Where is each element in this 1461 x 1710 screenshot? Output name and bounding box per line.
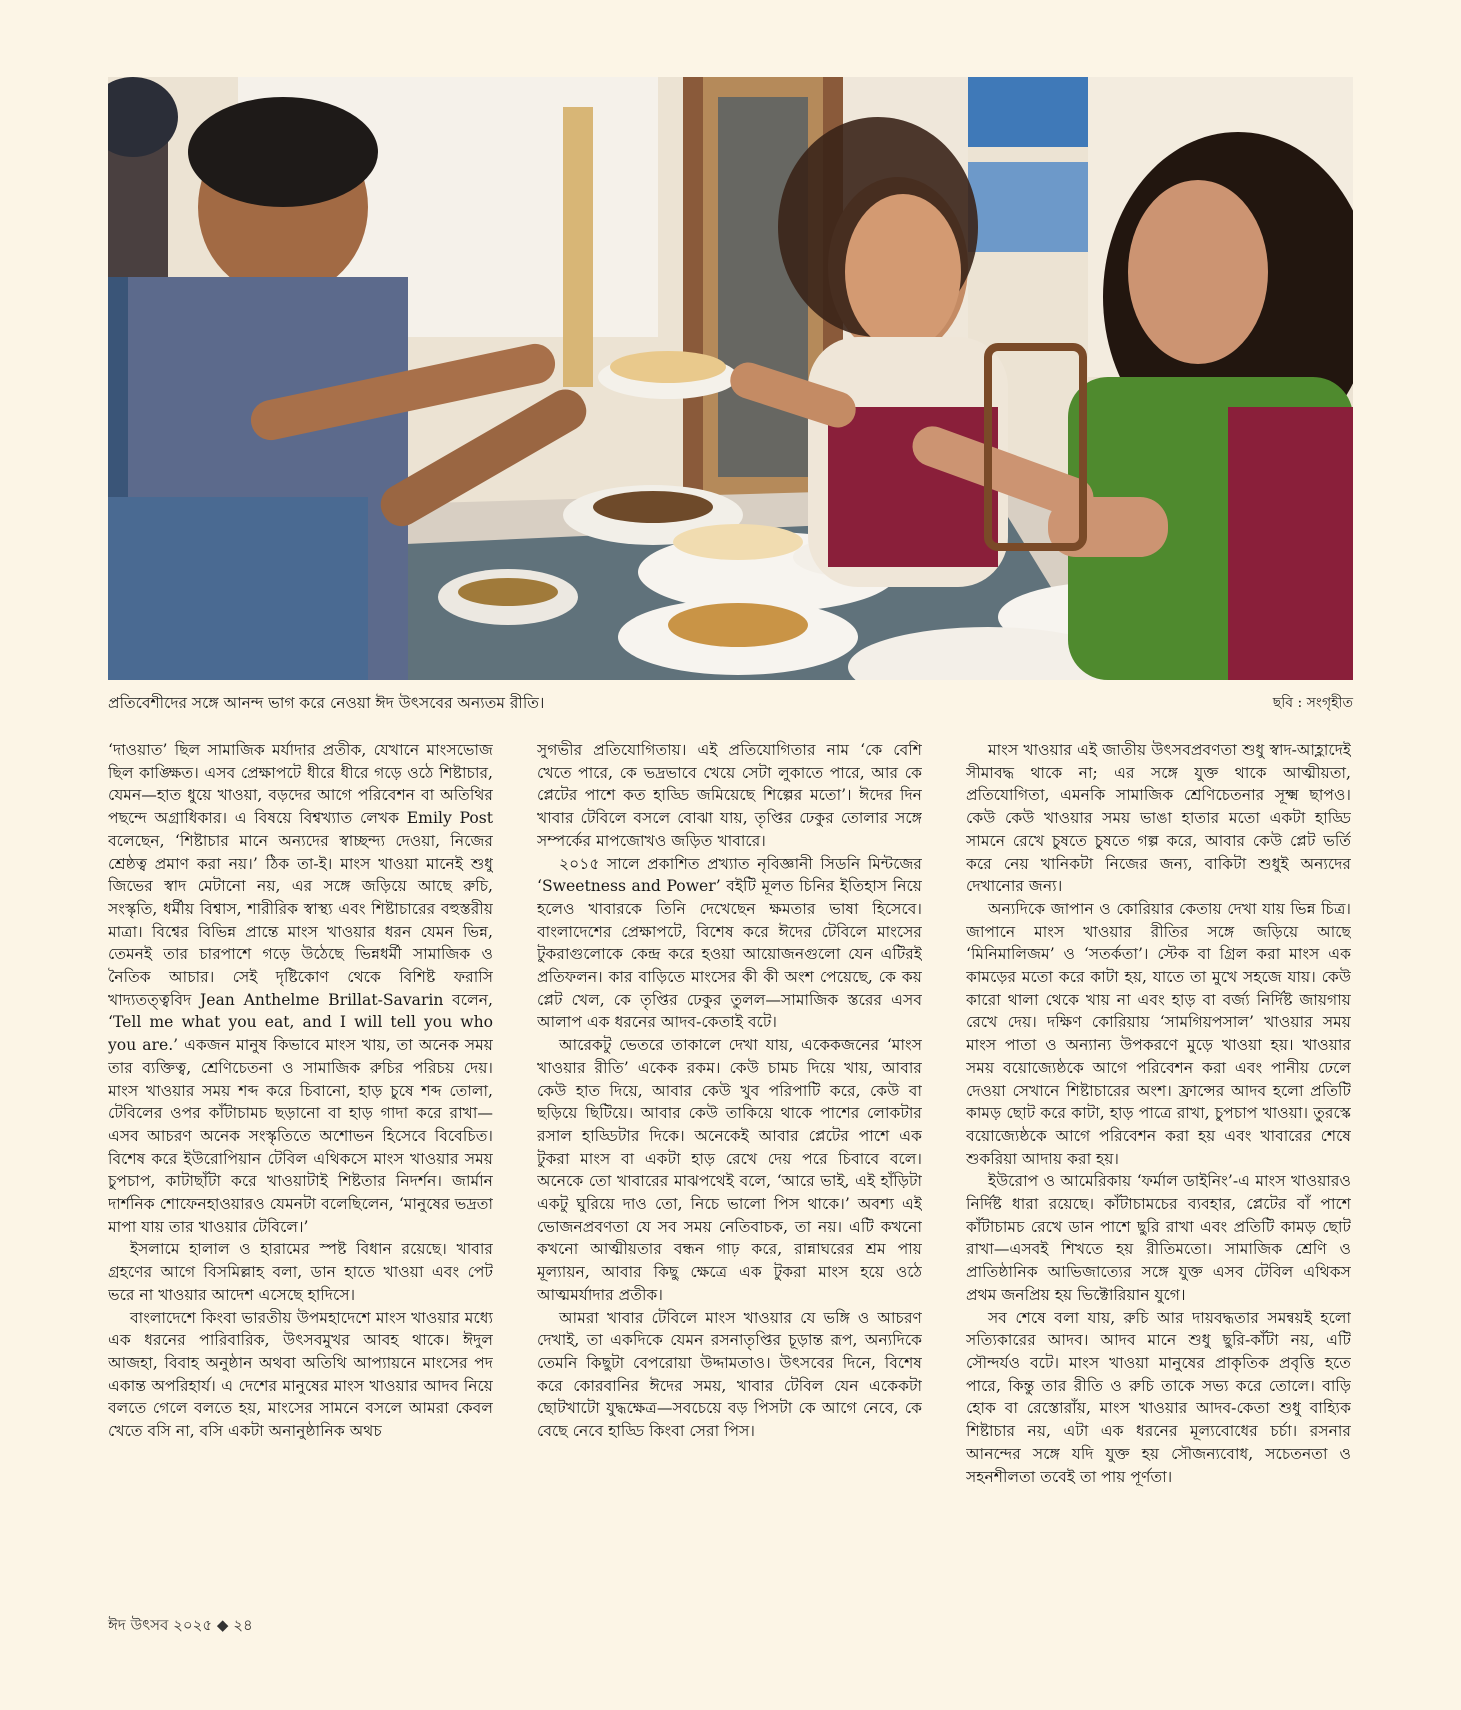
photo-caption-row xyxy=(108,690,1353,716)
paragraph: সব শেষে বলা যায়, রুচি আর দায়বদ্ধতার সমন্বয়ই হলো সত্যিকারের আদব। আদব মানে শুধু ছুরি-কাঁটা নয়, এটি সৌন্দর্যও বটে। মাংস খাওয়া মানুষের প্রাকৃতিক প্রবৃত্তি হতে পারে, কিন্তু তার রীতি ও রুচি তাকে সভ্য করে তোলে। বাড়ি হোক বা রেস্তোরাঁয়, মাংস খাওয়ার আদব-কেতা শুধু বাহ্যিক শিষ্টাচার নয়, এটা এক ধরনের মূল্যবোধের চর্চা। রসনার আনন্দের সঙ্গে যদি যুক্ত হয় সৌজন্যবোধ, সচেতনতা ও সহনশীলতা তবেই তা পায় পূর্ণতা। xyxy=(966,1308,1351,1486)
article-column-3 xyxy=(966,739,1351,1611)
paragraph: সুগভীর প্রতিযোগিতায়। এই প্রতিযোগিতার নাম ‘কে বেশি খেতে পারে, কে ভদ্রভাবে খেয়ে সেটা লুকাতে পারে, আর কে প্লেটের পাশে কত হাড্ডি জমিয়েছে শিল্পের মতো’। ঈদের দিন খাবার টেবিলে বসলে বোঝা যায়, তৃপ্তির ঢেকুর তোলার সঙ্গে সম্পর্কের মাপজোখও জড়িত খাবারে। xyxy=(537,741,922,850)
photo-credit: ছবি : সংগৃহীত xyxy=(1272,695,1353,711)
paragraph: আরেকটু ভেতরে তাকালে দেখা যায়, একেকজনের ‘মাংস খাওয়ার রীতি’ একেক রকম। কেউ চামচ দিয়ে খায়, আবার কেউ হাত দিয়ে, আবার কেউ খুব পরিপাটি করে, কেউ বা ছড়িয়ে ছিটিয়ে। আবার কেউ তাকিয়ে থাকে পাশের লোকটার রসাল হাড্ডিটার দিকে। অনেকেই আবার প্লেটের পাশে এক টুকরা মাংস বা একটা হাড় রেখে দেয় পরে চিবাবে বলে। অনেকে তো খাবারের মাঝপথেই বলে, ‘আরে ভাই, এই হাঁড়িটা একটু ঘুরিয়ে দাও তো, নিচে ভালো পিস থাকে।’ অবশ্য এই ভোজনপ্রবণতা যে সব সময় নেতিবাচক, তা নয়। এটি কখনো কখনো আত্মীয়তার বন্ধন গাঢ় করে, রান্নাঘরের শ্রম পায় মূল্যায়ন, আবার কিছু ক্ষেত্রে এক টুকরা মাংস হয়ে ওঠে আত্মমর্যাদার প্রতীক। xyxy=(537,1036,922,1304)
article-column-2 xyxy=(537,739,922,1611)
paragraph: ইউরোপ ও আমেরিকায় ‘ফর্মাল ডাইনিং’-এ মাংস খাওয়ারও নির্দিষ্ট ধারা রয়েছে। কাঁটাচামচের ব্যবহার, প্লেটের বাঁ পাশে কাঁটাচামচ রেখে ডান পাশে ছুরি রাখা এবং প্রতিটি কামড় ছোট রাখা—এসবই শিখতে হয় রীতিমতো। সামাজিক শ্রেণি ও প্রাতিষ্ঠানিক আভিজাত্যের সঙ্গে যুক্ত এসব টেবিল এথিকস প্রথম জনপ্রিয় হয় ভিক্টোরিয়ান যুগে। xyxy=(966,1172,1351,1304)
article-column-1 xyxy=(108,739,493,1611)
paragraph: ইসলামে হালাল ও হারামের স্পষ্ট বিধান রয়েছে। খাবার গ্রহণের আগে বিসমিল্লাহ বলা, ডান হাতে খাওয়া এবং পেট ভরে না খাওয়ার আদেশ এসেছে হাদিসে। xyxy=(108,1240,493,1304)
page-footer: ঈদ উৎসব ২০২৫ ◆ ২৪ xyxy=(108,1616,253,1634)
hero-photo xyxy=(108,77,1353,680)
paragraph: অন্যদিকে জাপান ও কোরিয়ার কেতায় দেখা যায় ভিন্ন চিত্র। জাপানে মাংস খাওয়ার রীতির সঙ্গে জড়িয়ে আছে ‘মিনিমালিজম’ ও ‘সতর্কতা’। স্টেক বা গ্রিল করা মাংস এক কামড়ের মতো করে কাটা হয়, যাতে তা মুখে সহজে যায়। কেউ কারো থালা থেকে খায় না এবং হাড় বা বর্জ্য নির্দিষ্ট জায়গায় রেখে দেয়। দক্ষিণ কোরিয়ায় ‘সামগিয়পসাল’ খাওয়ার সময় মাংস পাতা ও অন্যান্য উপকরণে মুড়ে খাওয়া হয়। খাওয়ার সময় বয়োজ্যেষ্ঠকে আগে পরিবেশন করা এবং পানীয় ঢেলে দেওয়া সেখানে শিষ্টাচারের অংশ। ফ্রান্সের আদব হলো প্রতিটি কামড় ছোট করে কাটা, হাড় পাত্রে রাখা, চুপচাপ খাওয়া। তুরস্কে বয়োজ্যেষ্ঠকে আগে পরিবেশন করা হয় এবং খাবারের শেষে শুকরিয়া আদায় করা হয়। xyxy=(966,899,1351,1168)
paragraph: ‘দাওয়াত’ ছিল সামাজিক মর্যাদার প্রতীক, যেখানে মাংসভোজ ছিল কাঙ্ক্ষিত। এসব প্রেক্ষাপটে ধীরে ধীরে গড়ে ওঠে শিষ্টাচার, যেমন—হাত ধুয়ে খাওয়া, বড়দের আগে পরিবেশন বা অতিথির পছন্দে অগ্রাধিকার। এ বিষয়ে বিশ্বখ্যাত লেখক Emily Post বলেছেন, ‘শিষ্টাচার মানে অন্যদের স্বাচ্ছন্দ্য দেওয়া, নিজের শ্রেষ্ঠত্ব প্রমাণ করা নয়।’ ঠিক তা-ই। মাংস খাওয়া মানেই শুধু জিভের স্বাদ মেটানো নয়, এর সঙ্গে জড়িয়ে আছে রুচি, সংস্কৃতি, ধর্মীয় বিশ্বাস, শারীরিক স্বাস্থ্য এবং শিষ্টাচারের বহুস্তরীয় মাত্রা। বিশ্বের বিভিন্ন প্রান্তে মাংস খাওয়ার ধরন যেমন ভিন্ন, তেমনই তার চারপাশে গড়ে উঠেছে ভিন্নধর্মী সামাজিক ও নৈতিক আচার। সেই দৃষ্টিকোণ থেকে বিশিষ্ট ফরাসি খাদ্যতত্ত্ববিদ Jean Anthelme Brillat-Savarin বলেন, ‘Tell me what you eat, and I will tell you who you are.’ একজন মানুষ কিভাবে মাংস খায়, তা অনেক সময় তার ব্যক্তিত্ব, শ্রেণিচেতনা ও সামাজিক রুচির পরিচয় দেয়। মাংস খাওয়ার সময় শব্দ করে চিবানো, হাড় চুষে শব্দ তোলা, টেবিলের ওপর কাঁটাচামচ ছড়ানো বা হাড় গাদা করে রাখা—এসব আচরণ অনেক সংস্কৃতিতে অশোভন হিসেবে বিবেচিত। বিশেষ করে ইউরোপিয়ান টেবিল এথিকসে মাংস খাওয়ার সময় চুপচাপ, কাটাছাঁটা করে খাওয়াটাই শিষ্টতার নিদর্শন। জার্মান দার্শনিক শোফেনহাওয়ারও যেমনটা বলেছিলেন, ‘মানুষের ভদ্রতা মাপা যায় তার খাওয়ার টেবিলে।’ xyxy=(108,741,493,1236)
paragraph: ২০১৫ সালে প্রকাশিত প্রখ্যাত নৃবিজ্ঞানী সিডনি মিন্টজের ‘Sweetness and Power’ বইটি মূলত চিনির ইতিহাস নিয়ে হলেও খাবারকে তিনি দেখেছেন ক্ষমতার ভাষা হিসেবে। বাংলাদেশের প্রেক্ষাপটে, বিশেষ করে ঈদের টেবিলে মাংসের টুকরাগুলোকে কেন্দ্র করে হওয়া আয়োজনগুলো যেন এটিরই প্রতিফলন। কার বাড়িতে মাংসের কী কী অংশ পেয়েছে, কে কয় প্লেট খেল, কে তৃপ্তির ঢেকুর তুলল—সামাজিক স্তরের এসব আলাপ এক ধরনের আদব-কেতাই বটে। xyxy=(537,854,922,1032)
paragraph: আমরা খাবার টেবিলে মাংস খাওয়ার যে ভঙ্গি ও আচরণ দেখাই, তা একদিকে যেমন রসনাতৃপ্তির চূড়ান্ত রূপ, অন্যদিকে তেমনি কিছুটা বেপরোয়া উদ্দামতাও। উৎসবের দিনে, বিশেষ করে কোরবানির ঈদের সময়, খাবার টেবিল যেন একেকটা ছোটখাটো যুদ্ধক্ষেত্র—সবচেয়ে বড় পিসটা কে আগে নেবে, কে বেছে নেবে হাড্ডি কিংবা সেরা পিস। xyxy=(537,1308,922,1441)
paragraph: মাংস খাওয়ার এই জাতীয় উৎসবপ্রবণতা শুধু স্বাদ-আহ্লাদেই সীমাবদ্ধ থাকে না; এর সঙ্গে যুক্ত থাকে আত্মীয়তা, প্রতিযোগিতা, এমনকি সামাজিক শ্রেণিচেতনার সূক্ষ্ম ছাপও। কেউ কেউ খাওয়ার সময় ভাঙা হাতার মতো একটা হাড্ডি সামনে রেখে চুষতে চুষতে গল্প করে, আবার কেউ প্লেট ভর্তি করে নেয় খানিকটা নিজের জন্য, বাকিটা শুধুই অন্যদের দেখানোর জন্য। xyxy=(966,741,1351,896)
photo-caption: প্রতিবেশীদের সঙ্গে আনন্দ ভাগ করে নেওয়া ঈদ উৎসবের অন্যতম রীতি। xyxy=(108,694,545,712)
paragraph: বাংলাদেশে কিংবা ভারতীয় উপমহাদেশে মাংস খাওয়ার মধ্যে এক ধরনের পারিবারিক, উৎসবমুখর আবহ থাকে। ঈদুল আজহা, বিবাহ অনুষ্ঠান অথবা অতিথি আপ্যায়নে মাংসের পদ একান্ত অপরিহার্য। এ দেশের মানুষের মাংস খাওয়ার আদব নিয়ে বলতে গেলে বলতে হয়, মাংসের সামনে বসলে আমরা কেবল খেতে বসি না, বসি একটা অনানুষ্ঠানিক অথচ xyxy=(108,1308,493,1441)
dining-scene-illustration xyxy=(108,77,1353,680)
